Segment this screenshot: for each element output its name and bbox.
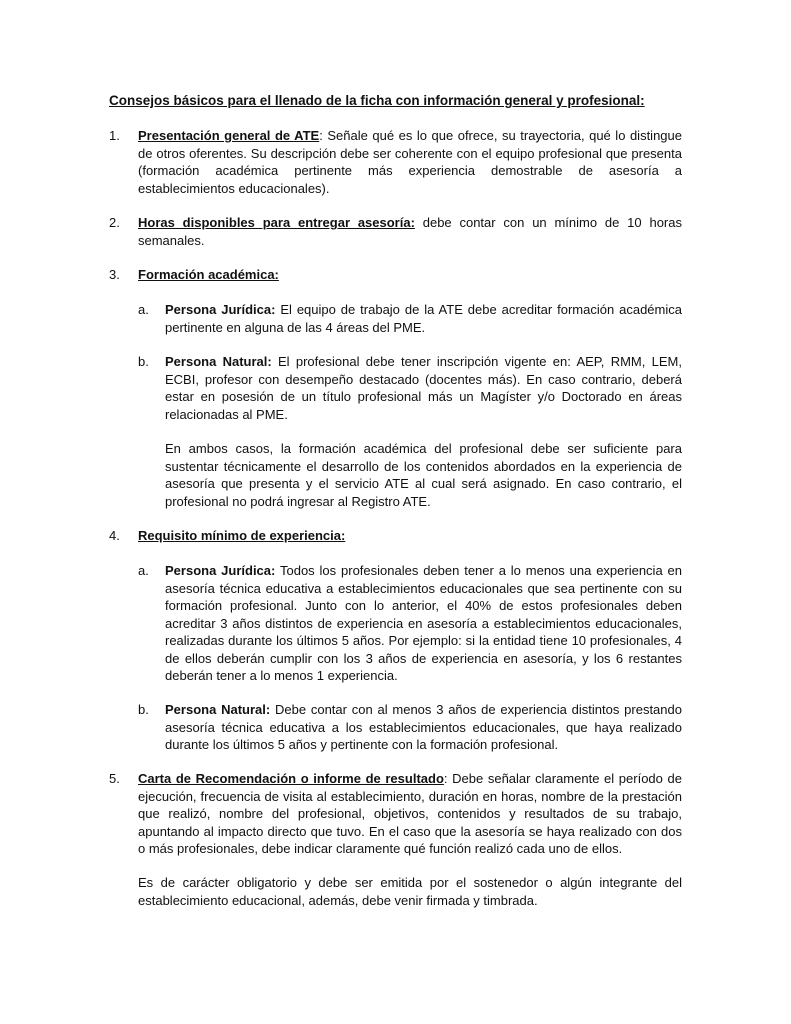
item-text: Debe señalar claramente el período de ejecución, frecuencia de visita al establecimiento, duración en horas, nombre de la prestación que realizó, nombre del profesional, objetivos, contenidos y resultados de su trabajo, apuntando al impacto directo que tuvo. En el caso que la asesoría se haya realizado con dos o más profesionales, debe indicar claramente qué función realizó cada uno de ellos. bbox=[138, 771, 682, 856]
sub-item-4b bbox=[138, 701, 682, 754]
list-item-4 bbox=[109, 527, 682, 545]
sub-item-label: Persona Natural: bbox=[165, 702, 271, 717]
item-number: 5. bbox=[109, 771, 120, 786]
item-number: 2. bbox=[109, 215, 120, 230]
page-title: Consejos básicos para el llenado de la ficha con información general y profesional: bbox=[109, 93, 645, 108]
item-number: 1. bbox=[109, 128, 120, 143]
item-heading: Horas disponibles para entregar asesoría: bbox=[138, 215, 415, 230]
sub-item-letter: a. bbox=[138, 563, 149, 578]
item-separator: : bbox=[319, 128, 323, 143]
sub-item-text: Todos los profesionales deben tener a lo menos una experiencia en asesoría técnica educativa a establecimientos educacionales que sea pertinente con su formación profesional. Junto con lo anterior, el 40% de estos profesionales deben acreditar 3 años distintos de experiencia en asesoría a establecimientos educacionales, realizadas durante los últimos 5 años. Por ejemplo: si la entidad tiene 10 profesionales, 4 de ellos deberán cumplir con los 3 años de experiencia en asesoría, y los 6 restantes deberán tener a lo menos 1 experiencia. bbox=[165, 563, 682, 683]
sub-item-label: Persona Jurídica: bbox=[165, 302, 276, 317]
list-item-2 bbox=[109, 214, 682, 249]
item-number: 4. bbox=[109, 528, 120, 543]
item-number: 3. bbox=[109, 267, 120, 282]
item-heading: Formación académica: bbox=[138, 267, 279, 282]
sub-item-3a bbox=[138, 301, 682, 336]
list-item-3 bbox=[109, 266, 682, 284]
sub-item-letter: a. bbox=[138, 302, 149, 317]
item-3-note: En ambos casos, la formación académica del profesional debe ser suficiente para sustentar técnicamente el desarrollo de los contenidos abordados en la experiencia de asesoría que presenta y el servicio ATE al cual será asignado. En caso contrario, el profesional no podrá ingresar al Registro ATE. bbox=[165, 441, 682, 509]
item-text: debe contar con un mínimo de 10 horas semanales. bbox=[138, 215, 682, 248]
item-heading: Presentación general de ATE bbox=[138, 128, 320, 143]
item-heading: Requisito mínimo de experiencia: bbox=[138, 528, 346, 543]
sub-item-3b bbox=[138, 353, 682, 423]
item-separator: : bbox=[443, 771, 448, 786]
sub-item-text: Debe contar con al menos 3 años de experiencia distintos prestando asesoría técnica educativa a los establecimientos educacionales, que haya realizado durante los últimos 5 años y pertinente con la formación profesional. bbox=[165, 702, 682, 752]
item-heading: Carta de Recomendación o informe de resultado bbox=[138, 771, 444, 786]
sub-item-label: Persona Jurídica: bbox=[165, 563, 276, 578]
item-5-note: Es de carácter obligatorio y debe ser emitida por el sostenedor o algún integrante del establecimiento educacional, además, debe venir firmada y timbrada. bbox=[138, 875, 682, 908]
sub-item-letter: b. bbox=[138, 702, 149, 717]
sub-item-letter: b. bbox=[138, 354, 149, 369]
sub-item-text: El equipo de trabajo de la ATE debe acreditar formación académica pertinente en alguna de las 4 áreas del PME. bbox=[165, 302, 682, 335]
item-text: Señale qué es lo que ofrece, su trayectoria, qué lo distingue de otros oferentes. Su descripción debe ser coherente con el equipo profesional que presenta (formación académica pertinente más experiencia demostrable de asesoría a establecimientos educacionales). bbox=[138, 128, 682, 196]
sub-item-text: El profesional debe tener inscripción vigente en: AEP, RMM, LEM, ECBI, profesor con desempeño destacado (docentes más). En caso contrario, deberá estar en posesión de un título profesional más un Magíster y/o Doctorado en áreas relacionadas al PME. bbox=[165, 354, 682, 422]
sub-item-label: Persona Natural: bbox=[165, 354, 272, 369]
sub-item-4a bbox=[138, 562, 682, 685]
list-item-1 bbox=[109, 127, 682, 197]
list-item-5 bbox=[109, 770, 682, 858]
